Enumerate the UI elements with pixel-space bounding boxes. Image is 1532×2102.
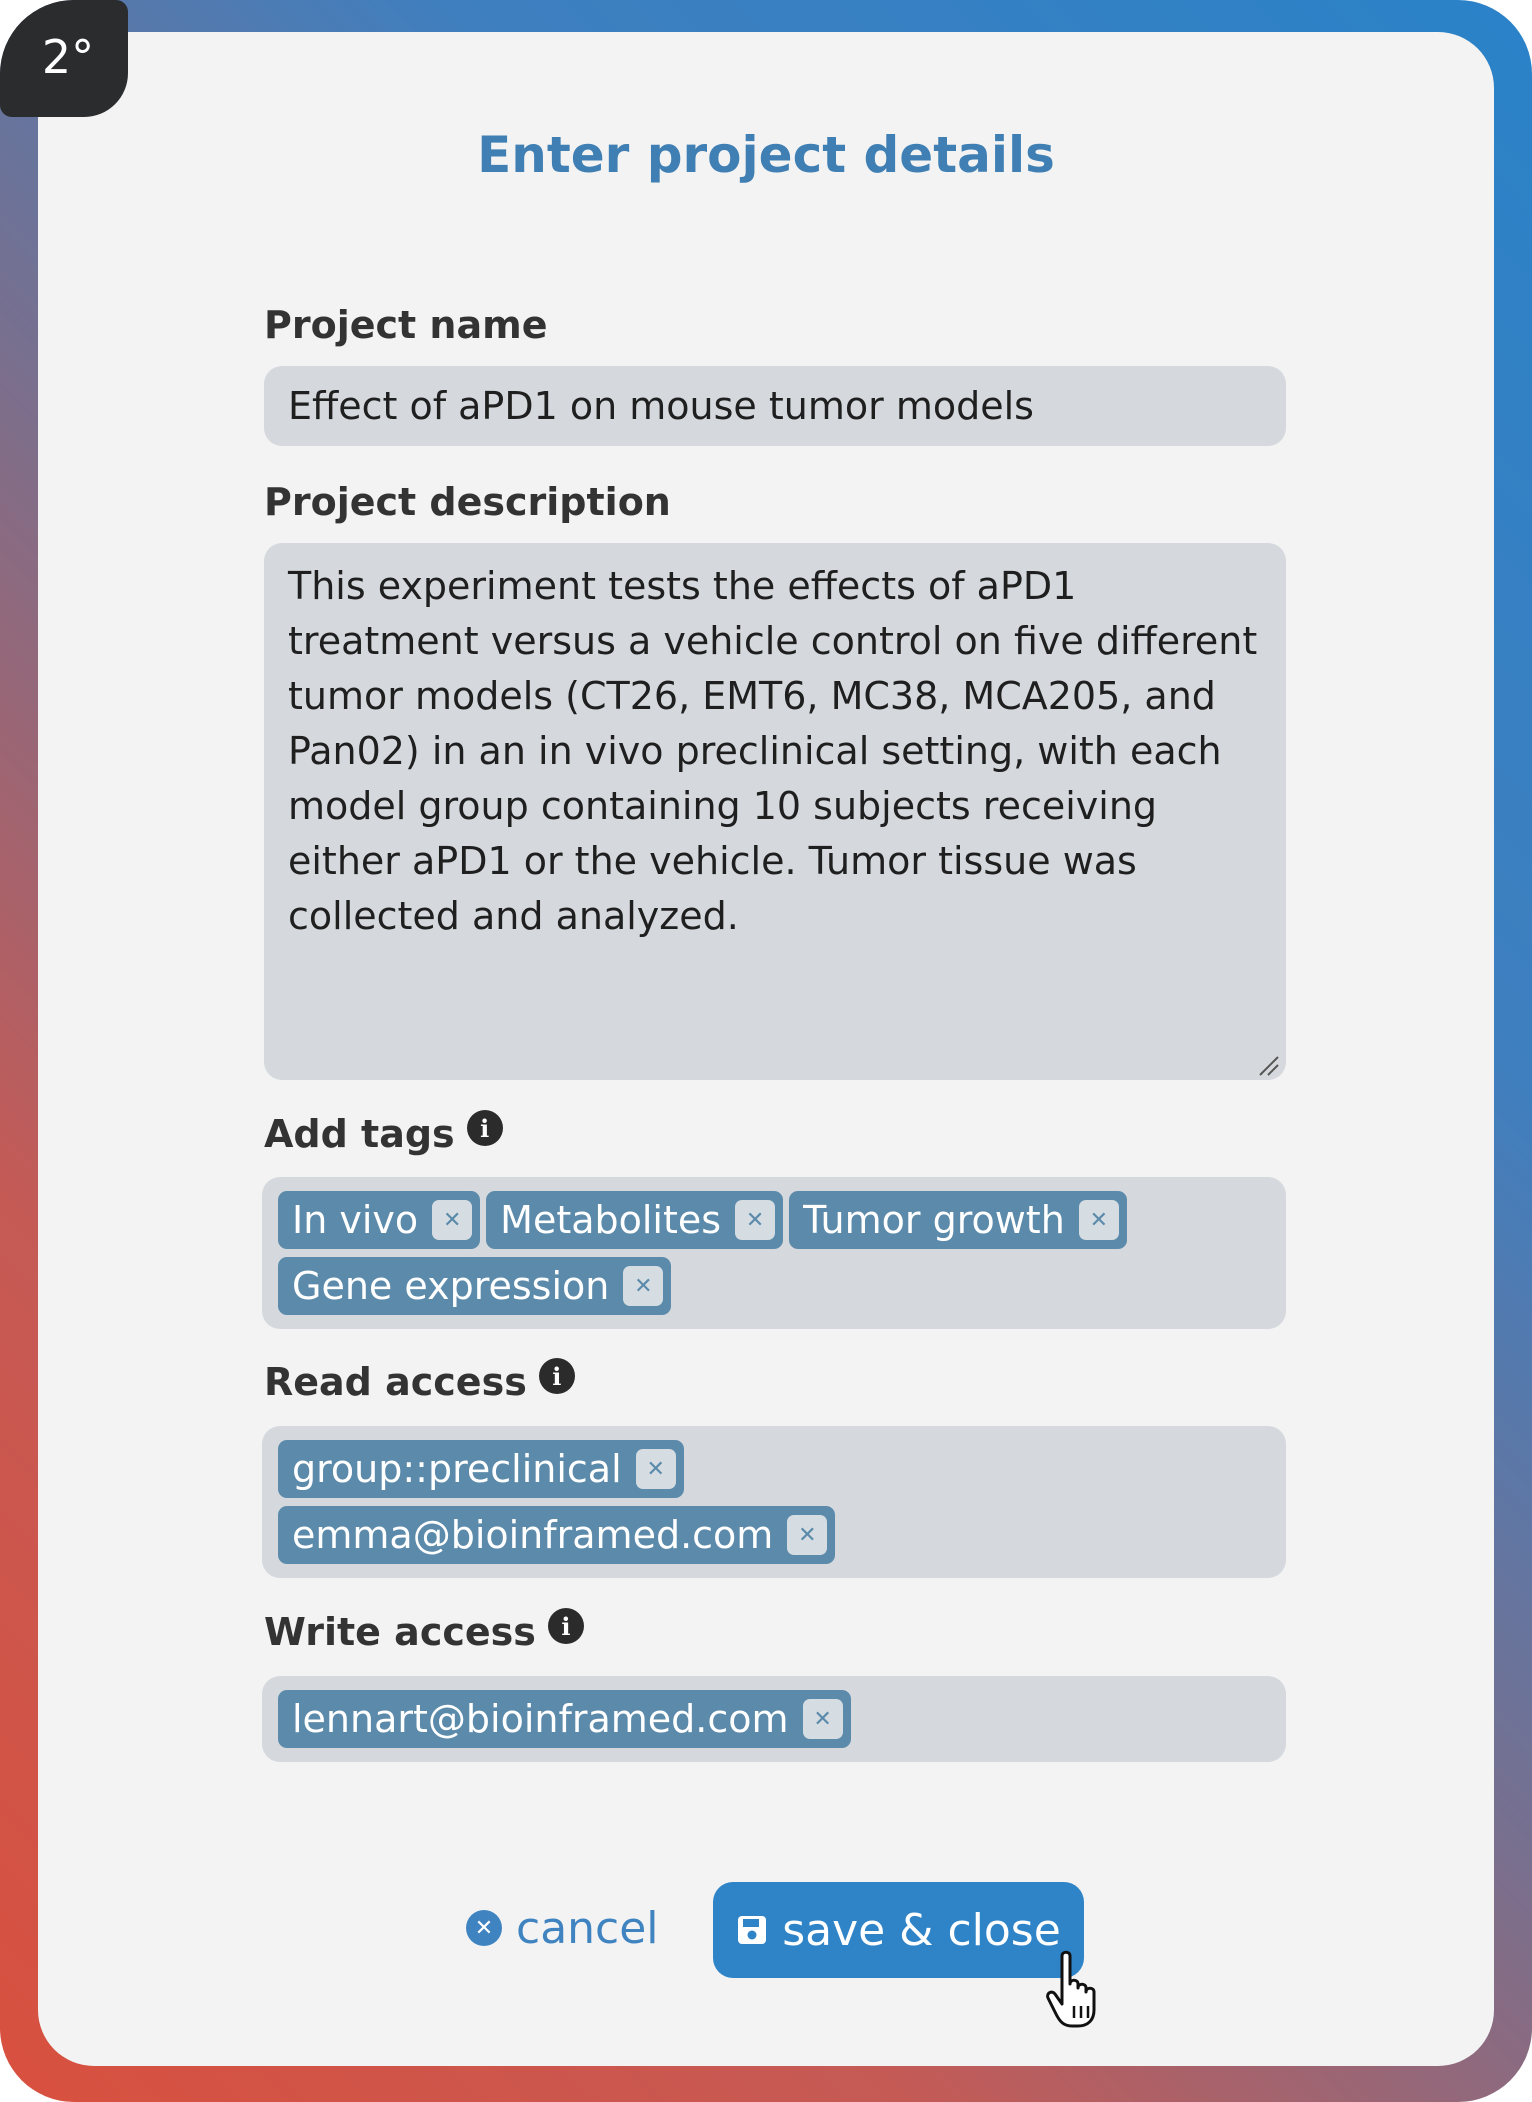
project-name-label [264, 303, 547, 347]
save-close-button[interactable] [713, 1882, 1084, 1978]
info-icon[interactable]: i [467, 1110, 503, 1146]
tag-chip [789, 1191, 1127, 1249]
tag-label: In vivo [292, 1198, 419, 1242]
hand-pointer-icon [1044, 1950, 1114, 2030]
tag-chip [278, 1257, 671, 1315]
info-icon[interactable]: i [548, 1608, 584, 1644]
tag-chip [278, 1191, 480, 1249]
project-name-input[interactable]: Effect of aPD1 on mouse tumor models [264, 366, 1286, 446]
access-label: group::preclinical [292, 1447, 622, 1491]
floppy-disk-icon [736, 1914, 768, 1946]
cancel-circle-icon: ✕ [466, 1910, 502, 1946]
project-name-label-text: Project name [264, 303, 548, 347]
access-chip [278, 1690, 851, 1748]
close-icon[interactable]: ✕ [803, 1699, 843, 1739]
tag-label: Gene expression [292, 1264, 610, 1308]
write-access-label [264, 1610, 584, 1654]
project-description-textarea[interactable] [264, 543, 1286, 1080]
cancel-button[interactable] [466, 1896, 659, 1960]
step-badge: 2° [0, 0, 128, 117]
save-label: save & close [782, 1904, 1061, 1956]
project-description-label [264, 480, 671, 524]
close-icon[interactable]: ✕ [735, 1200, 775, 1240]
tags-input[interactable] [262, 1177, 1286, 1329]
write-access-label-text: Write access [264, 1610, 536, 1654]
tag-label: Metabolites [500, 1198, 722, 1242]
write-access-input[interactable] [262, 1676, 1286, 1762]
resize-grip-icon[interactable] [1258, 1055, 1280, 1077]
tag-label: Tumor growth [803, 1198, 1065, 1242]
close-icon[interactable]: ✕ [787, 1515, 827, 1555]
access-chip [278, 1506, 835, 1564]
close-icon[interactable]: ✕ [1079, 1200, 1119, 1240]
close-icon[interactable]: ✕ [432, 1200, 472, 1240]
info-icon[interactable]: i [539, 1358, 575, 1394]
close-icon[interactable]: ✕ [636, 1449, 676, 1489]
read-access-label-text: Read access [264, 1360, 527, 1404]
tag-chip [486, 1191, 783, 1249]
close-icon[interactable]: ✕ [623, 1266, 663, 1306]
read-access-input[interactable] [262, 1426, 1286, 1578]
cancel-label: cancel [516, 1902, 659, 1954]
tags-label-text: Add tags [264, 1112, 455, 1156]
access-chip [278, 1440, 684, 1498]
read-access-label [264, 1360, 575, 1404]
project-description-label-text: Project description [264, 480, 671, 524]
access-label: lennart@bioinframed.com [292, 1697, 789, 1741]
access-label: emma@bioinframed.com [292, 1513, 774, 1557]
tags-label [264, 1112, 503, 1156]
dialog-title: Enter project details [477, 126, 1055, 184]
